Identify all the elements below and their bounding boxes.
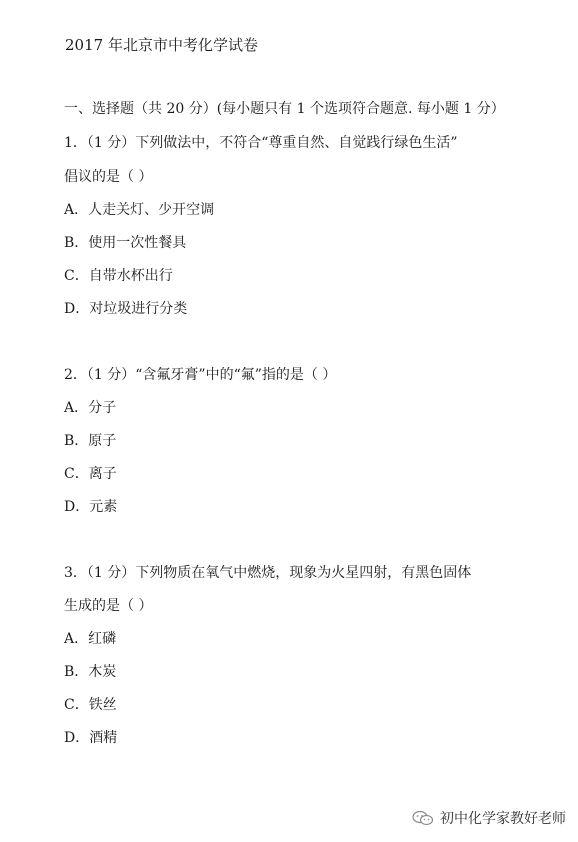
question-3-option-c: C．铁丝: [64, 697, 117, 713]
wechat-icon: [412, 810, 434, 826]
question-1-option-a: A．人走关灯、少开空调: [64, 202, 215, 218]
question-3-option-d: D．酒精: [64, 730, 118, 746]
watermark-text: 初中化学家教好老师: [440, 811, 566, 827]
question-3-option-b: B．木炭: [64, 664, 117, 680]
page-title: 2017 年北京市中考化学试卷: [65, 36, 258, 54]
watermark: [412, 808, 566, 828]
question-2-option-a: A．分子: [64, 400, 117, 416]
question-1-option-b: B．使用一次性餐具: [64, 235, 187, 251]
question-1-line-1: 1．（1 分）下列做法中，不符合“尊重自然、自觉践行绿色生活”: [64, 135, 458, 151]
question-2-option-b: B．原子: [64, 433, 117, 449]
question-3-line-2: 生成的是（ ）: [64, 598, 153, 614]
question-2-line-1: 2．（1 分）“含氟牙膏”中的“氟”指的是（ ）: [64, 367, 337, 383]
question-3-option-a: A．红磷: [64, 631, 117, 647]
section-heading: 一、选择题（共 20 分）(每小题只有 1 个选项符合题意. 每小题 1 分）: [64, 101, 505, 117]
question-2-option-c: C．离子: [64, 466, 117, 482]
question-1-line-2: 倡议的是（ ）: [64, 169, 153, 185]
question-3-line-1: 3．（1 分）下列物质在氧气中燃烧，现象为火星四射，有黑色固体: [64, 565, 472, 581]
question-1-option-c: C．自带水杯出行: [64, 268, 173, 284]
question-2-option-d: D．元素: [64, 499, 118, 515]
question-1-option-d: D．对垃圾进行分类: [64, 301, 188, 317]
